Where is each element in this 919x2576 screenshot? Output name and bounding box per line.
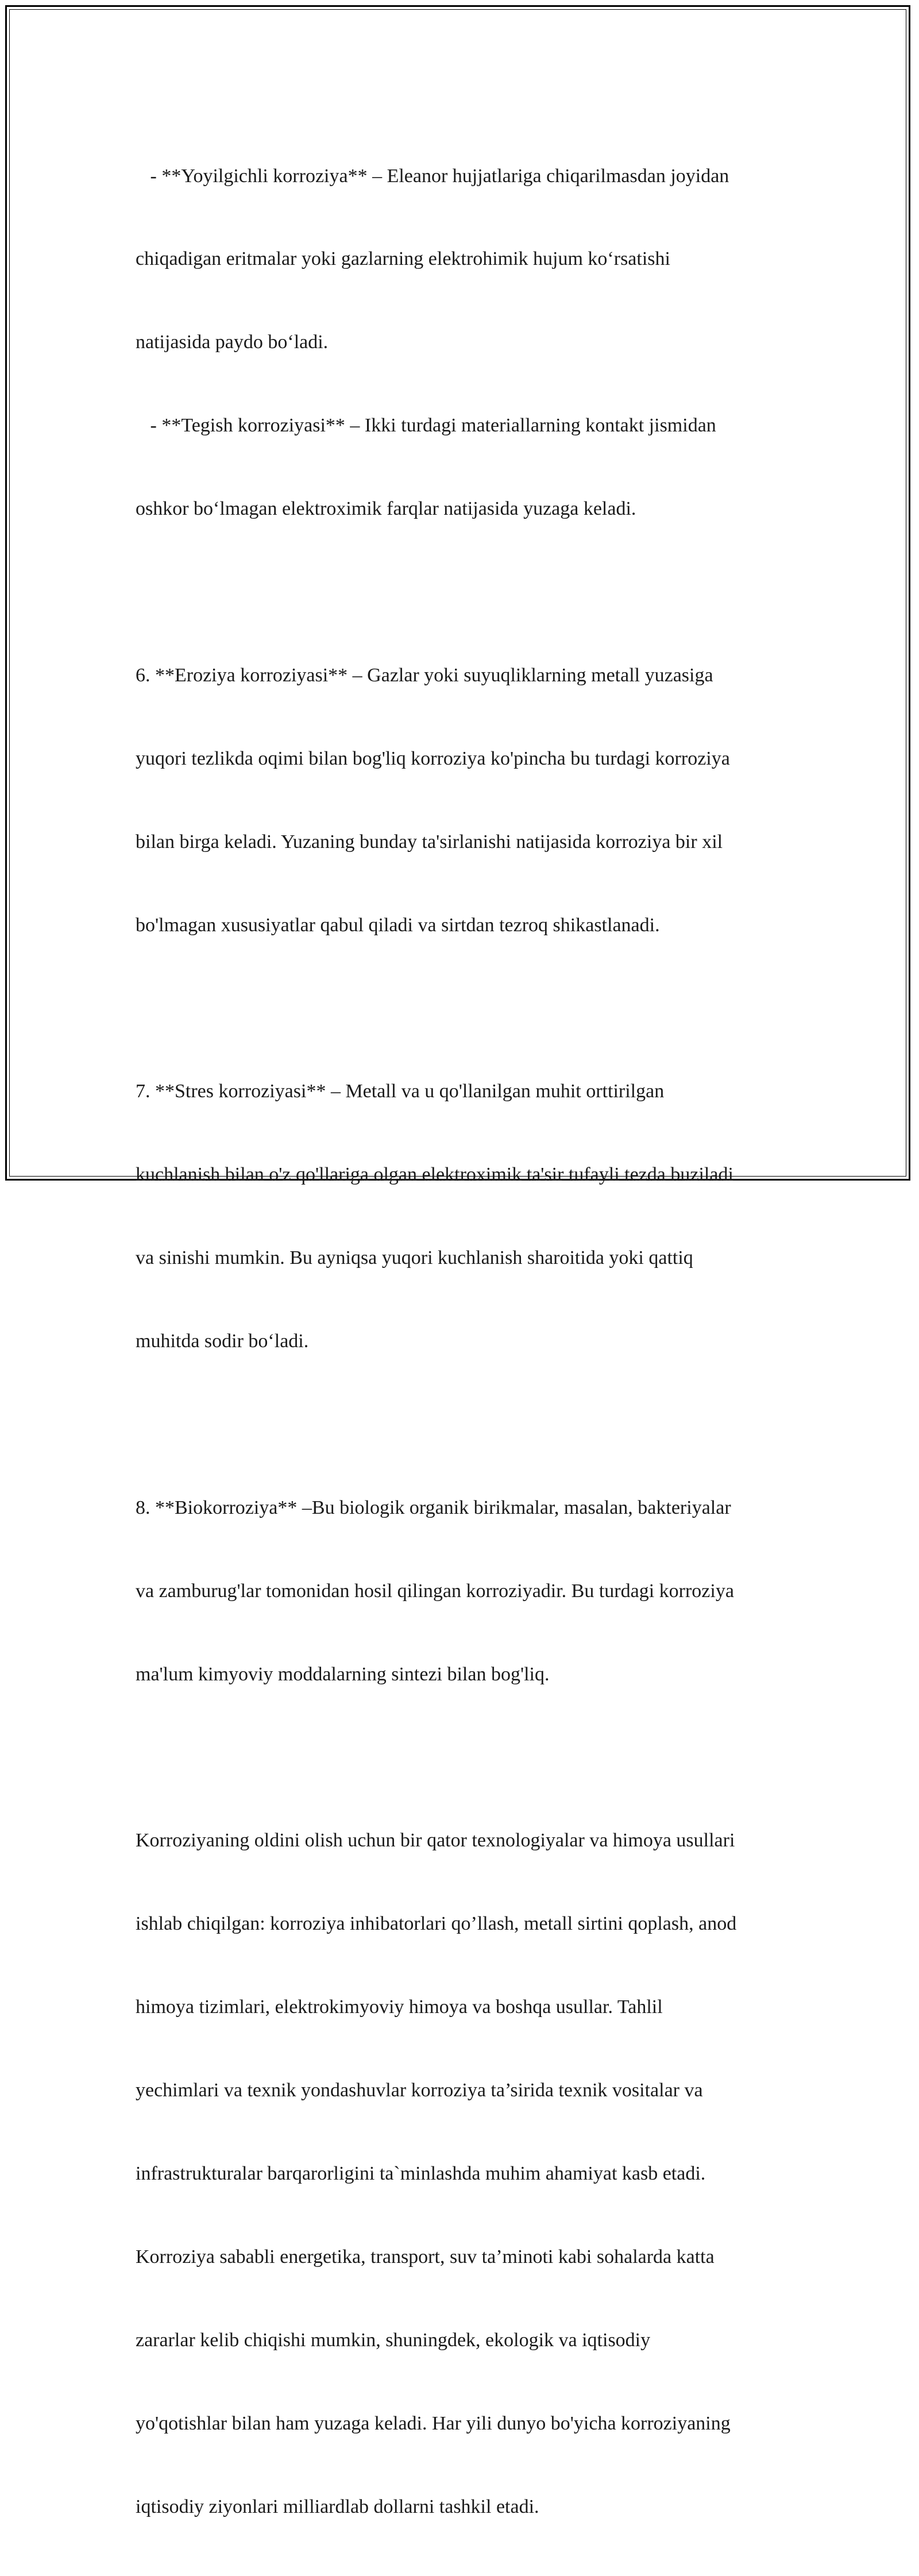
text-line: 7. **Stres korroziyasi** – Metall va u qo'llanilgan muhit orttirilgan xyxy=(136,1081,665,1102)
text-line: muhitda sodir bo‘ladi. xyxy=(136,1331,309,1352)
text-line: yuqori tezlikda oqimi bilan bog'liq korroziya ko'pincha bu turdagi korroziya xyxy=(136,747,730,769)
text-line: yechimlari va texnik yondashuvlar korroziya ta’sirida texnik vositalar va xyxy=(136,2080,703,2101)
text-line: ishlab chiqilgan: korroziya inhibatorlari qo’llash, metall sirtini qoplash, anod xyxy=(136,1913,737,1935)
paragraph-prevention xyxy=(136,1772,790,2576)
text-line: kuchlanish bilan o'z qo'llariga olgan elektroximik ta'sir tufayli tezda buziladi xyxy=(136,1164,733,1186)
text-line: himoya tizimlari, elektrokimyoviy himoya va boshqa usullar. Tahlil xyxy=(136,1996,663,2018)
paragraph-erosion-corrosion xyxy=(136,606,790,994)
text-line: bilan birga keladi. Yuzaning bunday ta'sirlanishi natijasida korroziya bir xil xyxy=(136,831,723,853)
text-line: iqtisodiy ziyonlari milliardlab dollarni tashkil etadi. xyxy=(136,2496,539,2517)
paragraph-spacer xyxy=(136,579,790,606)
text-line: Korroziyaning oldini olish uchun bir qator texnologiyalar va himoya usullari xyxy=(136,1830,735,1852)
text-line: va zamburug'lar tomonidan hosil qilingan korroziyadir. Bu turdagi korroziya xyxy=(136,1580,734,1602)
text-line: oshkor bo‘lmagan elektroximik farqlar natijasida yuzaga keladi. xyxy=(136,498,636,520)
paragraph-stress-corrosion xyxy=(136,1023,790,1411)
text-line: 6. **Eroziya korroziyasi** – Gazlar yoki suyuqliklarning metall yuzasiga xyxy=(136,664,713,686)
text-line: yo'qotishlar bilan ham yuzaga keladi. Har yili dunyo bo'yicha korroziyaning xyxy=(136,2412,731,2434)
text-line: chiqadigan eritmalar yoki gazlarning elektrohimik hujum ko‘rsatishi xyxy=(136,248,670,270)
text-line: - **Tegish korroziyasi** – Ikki turdagi materiallarning kontakt jismidan xyxy=(136,415,716,437)
text-line: bo'lmagan xususiyatlar qabul qiladi va sirtdan tezroq shikastlanadi. xyxy=(136,914,660,936)
document-body xyxy=(136,107,790,2576)
text-line: va sinishi mumkin. Bu ayniqsa yuqori kuchlanish sharoitida yoki qattiq xyxy=(136,1247,693,1269)
text-line: ma'lum kimyoviy moddalarning sintezi bilan bog'liq. xyxy=(136,1663,550,1685)
text-line: natijasida paydo bo‘ladi. xyxy=(136,331,329,353)
text-line: - **Yoyilgichli korroziya** – Eleanor hujjatlariga chiqarilmasdan joyidan xyxy=(136,165,729,187)
paragraph-spacer xyxy=(136,995,790,1023)
paragraph-spacer xyxy=(136,1411,790,1439)
paragraph-spacer xyxy=(136,1744,790,1772)
text-line: infrastrukturalar barqarorligini ta`minlashda muhim ahamiyat kasb etadi. xyxy=(136,2162,706,2184)
text-line: zararlar kelib chiqishi mumkin, shuningdek, ekologik va iqtisodiy xyxy=(136,2329,651,2351)
text-line: 8. **Biokorroziya** –Bu biologik organik birikmalar, masalan, bakteriyalar xyxy=(136,1497,731,1518)
paragraph-corrosion-subtypes xyxy=(136,107,790,579)
text-line: Korroziya sababli energetika, transport, suv ta’minoti kabi sohalarda katta xyxy=(136,2246,715,2268)
paragraph-biocorrosion xyxy=(136,1439,790,1744)
